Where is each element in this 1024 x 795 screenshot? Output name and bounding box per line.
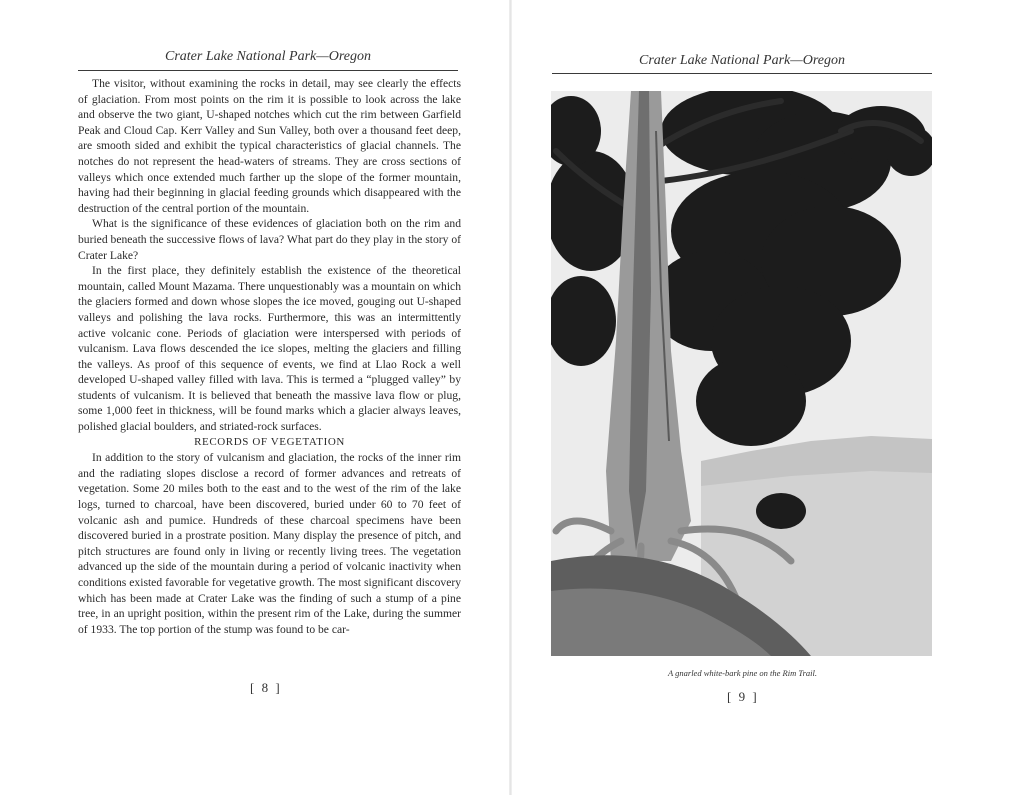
right-header-rule [552,73,932,74]
paragraph-vegetation-records: In addition to the story of vulcanism and glaciation, the rocks of the inner rim and the radiating slopes disclose a record of former advances and retreats of vegetation. Some 20 miles both to the east and to the west of the rim of the lake logs, turned to charcoal, have been discovered, buried under 60 to 70 feet of volcanic ash and pumice. Hundreds of these charcoal specimens have been discovered buried in a prostrate position. Many display the presence of pitch, and pitch structures are found only in living or recently living trees. The vegetation advanced up the side of the mountain during a period of volcanic inactivity when conditions existed favorable for vegetative growth. The most significant discovery which has been made at Crater Lake was the finding of such a stump of a pine tree, in an upright position, within the present rim of the Lake, during the summer of 1933. The top portion of the stump was found to be car- [78,451,461,636]
photo-caption: A gnarled white-bark pine on the Rim Trail. [667,668,818,678]
left-page [0,0,510,795]
left-header-rule [78,70,458,71]
paragraph-significance-question: What is the significance of these evidences of glaciation both on the rim and buried beneath the successive flows of lava? What part do they play in the story of Crater Lake? [78,217,461,262]
left-page-number: [ 8 ] [250,680,282,695]
section-heading: RECORDS OF VEGETATION [194,435,345,448]
right-page-number: [ 9 ] [727,689,759,704]
right-page [512,0,1024,795]
left-body-text [78,76,461,637]
paragraph-glaciation-effects: The visitor, without examining the rocks in detail, may see clearly the effects of glaciation. From most points on the rim it is possible to look across the lake and observe the two giant, U-shaped notches which cut the rim between Garfield Peak and Cloud Cap. Kerr Valley and Sun Valley, both over a thousand feet deep, are smooth sided and exhibit the typical characteristics of glacial channels. The notches do not represent the head-waters of streams. They are cross sections of valleys which once extended much farther up the slope of the former mountain, having had their beginning in glacial feeding grounds which disappeared with the destruction of the central portion of the mountain. [78,77,461,215]
right-running-head: Crater Lake National Park—Oregon [639,53,845,68]
left-running-head: Crater Lake National Park—Oregon [165,49,371,64]
paragraph-mount-mazama: In the first place, they definitely establish the existence of the theoretical mountain, called Mount Mazama. There unquestionably was a mountain on which the glaciers formed and down whose slopes the ice moved, gouging out U-shaped valleys and polishing the lava rocks. Furthermore, this was an intermittently active volcanic cone. Periods of glaciation were interspersed with periods of vulcanism. Lava flows descended the ice slopes, melting the glaciers and filling the valleys. As proof of this sequence of events, we find at Llao Rock a well developed U-shaped valley filled with lava. This is termed a “plugged valley” by students of vulcanism. It is believed that beneath the massive lava flow or plug, some 1,000 feet in thickness, will be found marks which a glacier always leaves, polished glacial boulders, and striated-rock surfaces. [78,264,461,434]
pine-tree-photograph [551,91,932,656]
pine-tree-illustration [551,91,932,656]
